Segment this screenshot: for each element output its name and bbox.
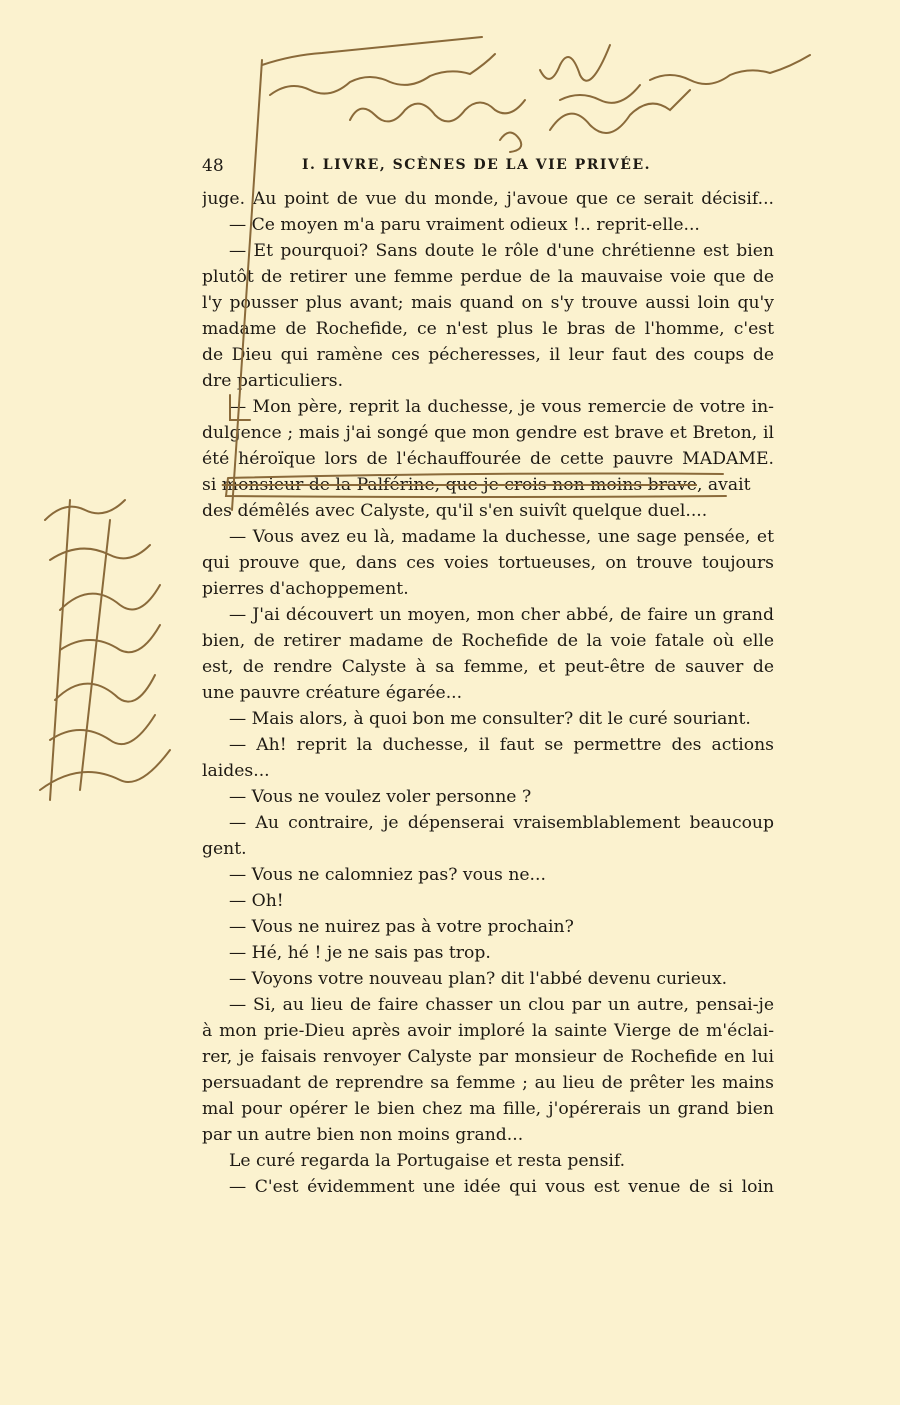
- text-line: [202, 810, 774, 836]
- text-line: [202, 576, 774, 602]
- text-line-content: — Au contraire, je dépenserai vraisemblablement beaucoup: [229, 813, 774, 833]
- text-line-content: dre particuliers.: [202, 371, 344, 391]
- text-line: [202, 940, 774, 966]
- text-line-content: — Ce moyen m'a paru vraiment odieux !.. reprit-elle...: [229, 215, 700, 235]
- text-line: [202, 836, 774, 862]
- text-line: [202, 966, 774, 992]
- struck-through-text: monsieur de la Palférine, que je crois non moins brave: [221, 475, 697, 495]
- text-line-content: bien, de retirer madame de Rochefide de la voie fatale où elle: [202, 631, 774, 651]
- text-line-content: — J'ai découvert un moyen, mon cher abbé, de faire un grand: [229, 605, 774, 625]
- text-line: [202, 264, 774, 290]
- text-line-content: — Si, au lieu de faire chasser un clou par un autre, pensai-je: [229, 995, 774, 1015]
- text-line: [202, 706, 774, 732]
- text-line: [202, 186, 774, 212]
- text-line-content: — Vous ne calomniez pas? vous ne...: [229, 865, 546, 885]
- text-line: [202, 888, 774, 914]
- text-line: [202, 1018, 774, 1044]
- page-header: [202, 156, 774, 180]
- text-line-content: une pauvre créature égarée...: [202, 683, 463, 703]
- text-after-strike: , avait: [696, 475, 751, 495]
- text-line: [202, 1044, 774, 1070]
- text-line-content: si: [202, 475, 217, 495]
- text-line-content: plutôt de retirer une femme perdue de la mauvaise voie que de: [202, 267, 774, 287]
- text-line: [202, 238, 774, 264]
- text-line: [202, 862, 774, 888]
- text-line-content: — C'est évidemment une idée qui vous est venue de si loin: [229, 1177, 774, 1197]
- text-line: [202, 914, 774, 940]
- text-line-content: pierres d'achoppement.: [202, 579, 409, 599]
- text-line-content: de Dieu qui ramène ces pécheresses, il leur faut des coups de: [202, 345, 774, 365]
- text-line: [202, 654, 774, 680]
- text-line-content: à mon prie-Dieu après avoir imploré la sainte Vierge de m'éclai-: [202, 1021, 774, 1041]
- top-annotation-line-2: [350, 85, 690, 152]
- text-line-content: gent.: [202, 839, 247, 859]
- text-line: [202, 1070, 774, 1096]
- text-line-content: mal pour opérer le bien chez ma fille, j'opérerais un grand bien: [202, 1099, 774, 1119]
- text-line-content: — Vous avez eu là, madame la duchesse, une sage pensée, et: [229, 527, 774, 547]
- text-line-content: — Mon père, reprit la duchesse, je vous remercie de votre in-: [229, 397, 774, 417]
- text-line: [202, 1096, 774, 1122]
- text-line: [202, 368, 774, 394]
- top-annotation-line-1: [262, 37, 810, 95]
- text-line: [202, 420, 774, 446]
- text-line: [202, 342, 774, 368]
- text-line: [202, 290, 774, 316]
- text-line: [202, 602, 774, 628]
- text-line-content: — Vous ne nuirez pas à votre prochain?: [229, 917, 574, 937]
- text-line-content: persuadant de reprendre sa femme ; au lieu de prêter les mains: [202, 1073, 774, 1093]
- text-line: [202, 1174, 774, 1200]
- text-line-content: juge. Au point de vue du monde, j'avoue que ce serait décisif...: [202, 189, 774, 209]
- text-line: [202, 992, 774, 1018]
- page-number: 48: [202, 156, 224, 176]
- text-line-content: — Hé, hé ! je ne sais pas trop.: [229, 943, 491, 963]
- text-line: [202, 1122, 774, 1148]
- text-line: [202, 472, 774, 498]
- text-line-content: — Ah! reprit la duchesse, il faut se permettre des actions: [229, 735, 774, 755]
- text-line: [202, 550, 774, 576]
- text-line: [202, 680, 774, 706]
- text-line: [202, 316, 774, 342]
- text-line: [202, 524, 774, 550]
- text-line: [202, 394, 774, 420]
- running-title: I. LIVRE, SCÈNES DE LA VIE PRIVÉE.: [302, 157, 651, 173]
- text-line-content: est, de rendre Calyste à sa femme, et peut-être de sauver de: [202, 657, 774, 677]
- text-line-content: — Voyons votre nouveau plan? dit l'abbé devenu curieux.: [229, 969, 728, 989]
- text-line: [202, 498, 774, 524]
- text-line-content: — Vous ne voulez voler personne ?: [229, 787, 532, 807]
- text-line: [202, 1148, 774, 1174]
- text-line: [202, 446, 774, 472]
- text-line: [202, 732, 774, 758]
- left-margin-annotation: [40, 500, 170, 800]
- text-line-content: laides...: [202, 761, 270, 781]
- text-line-content: été héroïque lors de l'échauffourée de cette pauvre MADAME.: [202, 449, 774, 469]
- text-line-content: dulgence ; mais j'ai songé que mon gendre est brave et Breton, il: [202, 423, 774, 443]
- text-line-content: — Mais alors, à quoi bon me consulter? dit le curé souriant.: [229, 709, 751, 729]
- text-line-content: par un autre bien non moins grand...: [202, 1125, 524, 1145]
- text-line: [202, 784, 774, 810]
- text-line: [202, 758, 774, 784]
- text-line-content: madame de Rochefide, ce n'est plus le bras de l'homme, c'est: [202, 319, 774, 339]
- text-line-content: des démêlés avec Calyste, qu'il s'en suivît quelque duel....: [202, 501, 708, 521]
- text-line: [202, 212, 774, 238]
- text-line-content: rer, je faisais renvoyer Calyste par monsieur de Rochefide en lui: [202, 1047, 774, 1067]
- text-line-content: l'y pousser plus avant; mais quand on s'y trouve aussi loin qu'y: [202, 293, 774, 313]
- text-line-content: — Oh!: [229, 891, 284, 911]
- text-line: [202, 628, 774, 654]
- page-body-text: [202, 186, 774, 1200]
- text-line-content: qui prouve que, dans ces voies tortueuses, on trouve toujours: [202, 553, 774, 573]
- text-line-content: Le curé regarda la Portugaise et resta pensif.: [229, 1151, 626, 1171]
- text-line-content: — Et pourquoi? Sans doute le rôle d'une chrétienne est bien: [229, 241, 774, 261]
